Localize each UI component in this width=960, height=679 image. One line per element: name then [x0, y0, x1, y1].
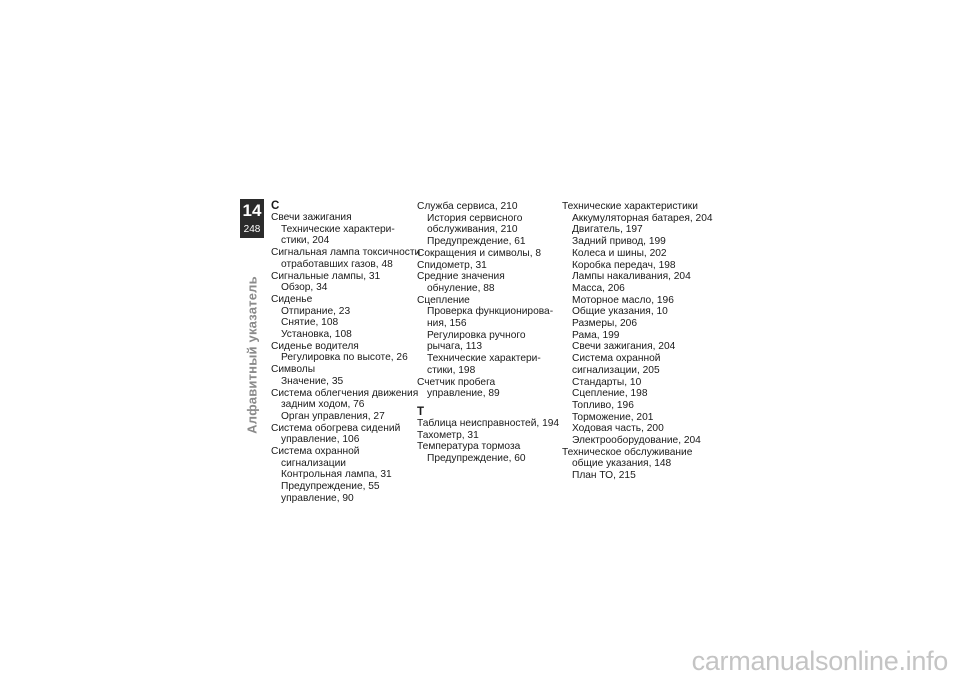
page-number: 248 — [243, 224, 261, 235]
index-subentry: Отпирание, 23 — [281, 305, 351, 317]
index-subentry: Регулировка по высоте, 26 — [281, 352, 408, 364]
index-subentry: Свечи зажигания, 204 — [572, 341, 676, 353]
index-entry-continuation: сигнализации, 205 — [572, 364, 660, 376]
index-subentry: управление, 89 — [427, 388, 500, 400]
index-entry-continuation: отработавших газов, 48 — [281, 258, 393, 270]
index-column-1 — [271, 200, 421, 505]
index-subentry: Предупреждение, 55 — [281, 481, 380, 493]
index-subentry: обнуление, 88 — [427, 282, 495, 294]
index-subentry: Технические характери- — [427, 353, 541, 365]
index-entry-continuation: управление, 106 — [281, 434, 360, 446]
index-subentry: общие указания, 148 — [572, 458, 672, 470]
index-subentry: Проверка функционирова- — [427, 306, 554, 318]
index-subentry: Стандарты, 10 — [572, 376, 642, 388]
index-subentry: Лампы накаливания, 204 — [572, 271, 691, 283]
index-subentry: План ТО, 215 — [572, 470, 636, 482]
index-entry: Сигнальная лампа токсичности — [271, 247, 421, 259]
index-entry: Техническое обслуживание — [562, 446, 693, 458]
index-entry: Служба сервиса, 210 — [417, 201, 518, 212]
index-entry: Сиденье — [271, 293, 313, 305]
index-entry: Сцепление — [417, 294, 470, 306]
index-entry-continuation: обслуживания, 210 — [427, 224, 518, 236]
index-entry: Технические характеристики — [562, 201, 698, 212]
index-entry: Система обогрева сидений — [271, 422, 401, 434]
index-entry-continuation: рычага, 113 — [427, 341, 483, 353]
index-subentry: Торможение, 201 — [572, 411, 654, 423]
index-entry-continuation: задним ходом, 76 — [281, 399, 365, 411]
index-letter-heading: С — [271, 200, 280, 212]
index-entry: Счетчик пробега — [417, 376, 496, 388]
chapter-tab — [240, 199, 264, 238]
index-subentry: Задний привод, 199 — [572, 236, 666, 248]
index-subentry: Размеры, 206 — [572, 318, 637, 330]
index-subentry: управление, 90 — [281, 492, 354, 504]
index-subentry: Аккумуляторная батарея, 204 — [572, 212, 713, 224]
index-subentry: Коробка передач, 198 — [572, 259, 676, 271]
index-subentry: Двигатель, 197 — [572, 224, 643, 236]
index-subentry: Электрооборудование, 204 — [572, 435, 701, 447]
chapter-number: 14 — [242, 201, 262, 220]
index-entry-continuation: стики, 204 — [281, 235, 330, 247]
index-subentry: Общие указания, 10 — [572, 306, 668, 318]
index-entry: Таблица неисправностей, 194 — [417, 417, 560, 429]
index-subentry: Орган управления, 27 — [281, 410, 385, 422]
index-entry: Сокращения и символы, 8 — [417, 247, 542, 259]
index-entry-continuation: ния, 156 — [427, 318, 467, 330]
index-subentry: Предупреждение, 60 — [427, 453, 526, 465]
index-letter-heading: Т — [417, 405, 425, 418]
watermark: carmanualsonline.info — [691, 646, 948, 676]
index-subentry: Предупреждение, 61 — [427, 236, 526, 248]
index-entry: Свечи зажигания — [271, 212, 352, 223]
index-entry: Спидометр, 31 — [417, 259, 487, 271]
index-entry: Сиденье водителя — [271, 340, 359, 352]
index-subentry: Снятие, 108 — [281, 317, 339, 329]
index-subentry: Система охранной — [572, 353, 661, 365]
index-subentry: Обзор, 34 — [281, 282, 328, 294]
index-subentry: Топливо, 196 — [572, 399, 634, 411]
index-entry: Тахометр, 31 — [417, 429, 479, 441]
index-subentry: Контрольная лампа, 31 — [281, 469, 392, 481]
index-subentry: История сервисного — [427, 212, 523, 224]
index-entry: Система облегчения движения — [271, 387, 419, 399]
index-subentry: Значение, 35 — [281, 375, 344, 387]
index-column-2 — [417, 201, 567, 465]
index-subentry: Колеса и шины, 202 — [572, 247, 667, 259]
index-column-3 — [562, 201, 712, 482]
index-subentry: Масса, 206 — [572, 282, 625, 294]
index-subentry: Установка, 108 — [281, 329, 352, 341]
index-subentry: Рама, 199 — [572, 329, 620, 341]
index-entry: Система охранной — [271, 446, 360, 458]
index-subentry: Моторное масло, 196 — [572, 294, 674, 306]
index-entry: Символы — [271, 364, 316, 376]
index-entry: Средние значения — [417, 271, 505, 283]
index-subentry: Ходовая часть, 200 — [572, 423, 664, 435]
side-section-title: Алфавитный указатель — [244, 276, 260, 434]
index-subentry: Регулировка ручного — [427, 329, 526, 341]
index-entry: Температура тормоза — [417, 441, 521, 453]
index-entry-continuation: стики, 198 — [427, 364, 476, 376]
index-subentry: Сцепление, 198 — [572, 388, 648, 400]
index-entry: Сигнальные лампы, 31 — [271, 270, 381, 282]
index-entry-continuation: сигнализации — [281, 457, 346, 469]
index-subentry: Технические характери- — [281, 223, 395, 235]
